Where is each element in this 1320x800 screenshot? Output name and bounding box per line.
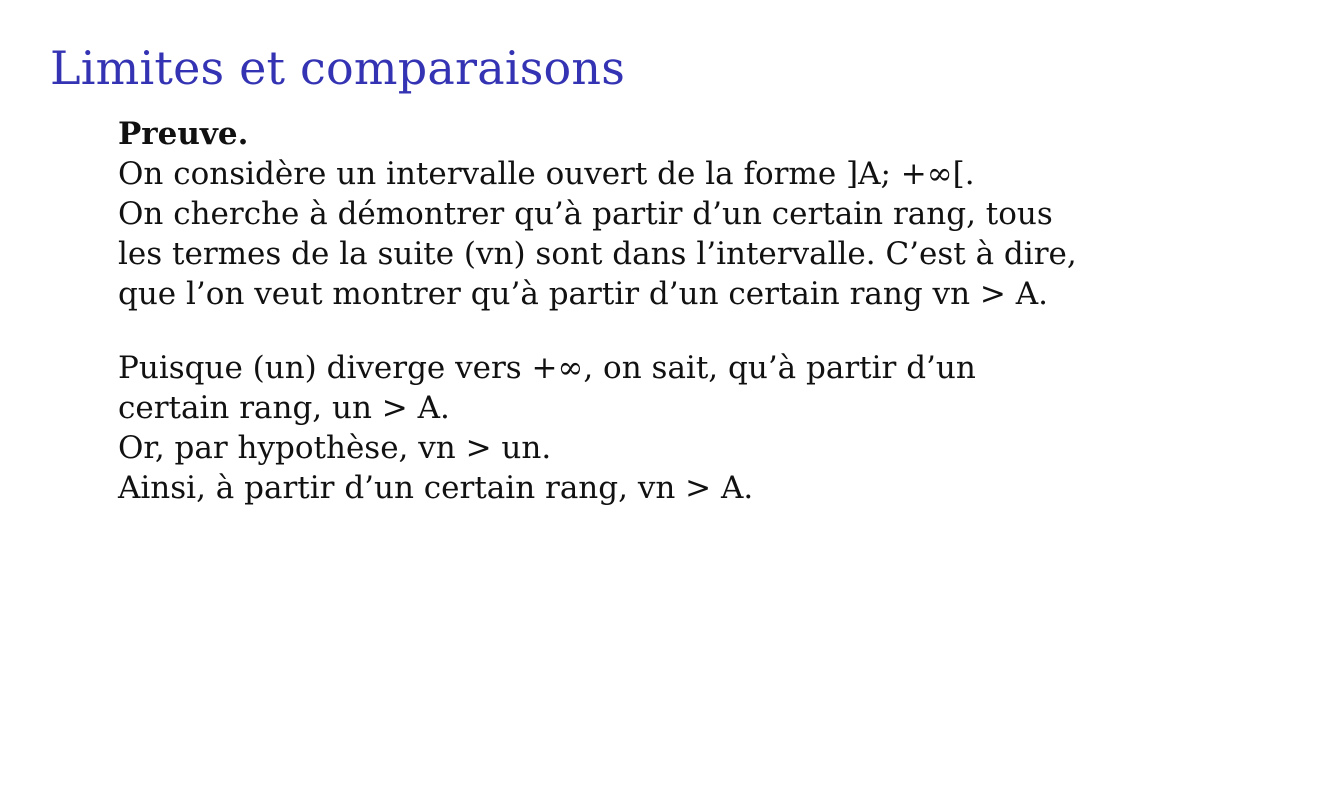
- proof-line: Puisque (un) diverge vers +∞, on sait, qu’à partir d’un: [118, 350, 976, 386]
- proof-heading: Preuve.: [118, 116, 249, 152]
- proof-block: [118, 114, 1248, 508]
- proof-line: les termes de la suite (vn) sont dans l’intervalle. C’est à dire,: [118, 236, 1077, 272]
- proof-line: que l’on veut montrer qu’à partir d’un certain rang vn > A.: [118, 276, 1048, 312]
- proof-line: Or, par hypothèse, vn > un.: [118, 430, 552, 466]
- paragraph-gap: [118, 314, 1248, 348]
- slide-title: Limites et comparaisons: [50, 41, 626, 95]
- proof-line: Ainsi, à partir d’un certain rang, vn > A.: [118, 470, 754, 506]
- proof-line: certain rang, un > A.: [118, 390, 450, 426]
- proof-line: On considère un intervalle ouvert de la forme ]A; +∞[.: [118, 156, 975, 192]
- proof-line: On cherche à démontrer qu’à partir d’un certain rang, tous: [118, 196, 1053, 232]
